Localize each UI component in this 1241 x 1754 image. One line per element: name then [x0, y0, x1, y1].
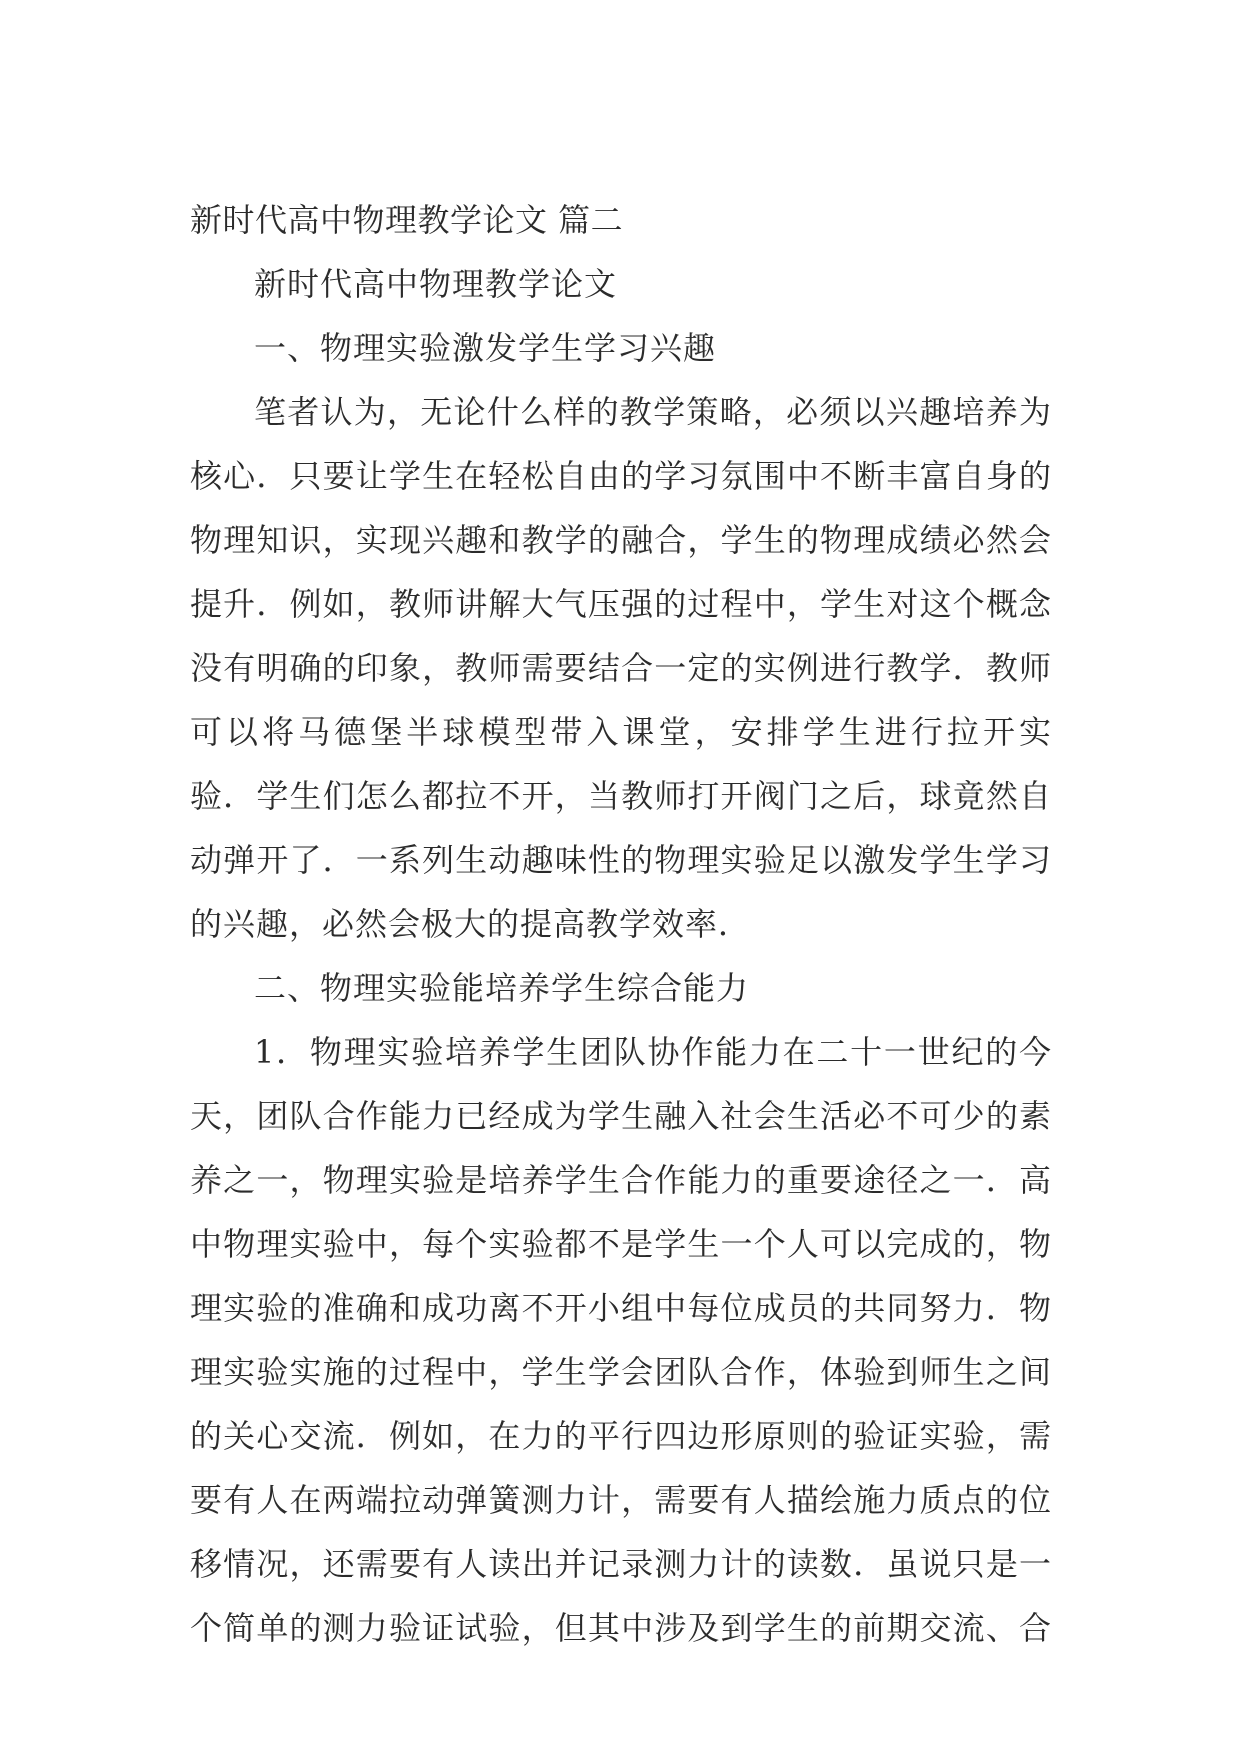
paragraph-line: 个简单的测力验证试验，但其中涉及到学生的前期交流、合	[190, 1609, 1052, 1647]
paragraph-line: 中物理实验中，每个实验都不是学生一个人可以完成的，物	[190, 1225, 1052, 1263]
document-body	[190, 188, 1052, 1660]
paragraph-line: 核心．只要让学生在轻松自由的学习氛围中不断丰富自身的	[190, 457, 1052, 495]
paragraph-line: 天，团队合作能力已经成为学生融入社会生活必不可少的素	[190, 1097, 1052, 1135]
paragraph-line: 理实验实施的过程中，学生学会团队合作，体验到师生之间	[190, 1353, 1052, 1391]
paragraph-line: 笔者认为，无论什么样的教学策略，必须以兴趣培养为	[254, 393, 1052, 431]
paragraph-line: 可以将马德堡半球模型带入课堂，安排学生进行拉开实	[190, 713, 1052, 751]
paragraph-line: 1．物理实验培养学生团队协作能力在二十一世纪的今	[254, 1033, 1052, 1071]
paragraph-1	[190, 380, 1052, 956]
paragraph-line: 理实验的准确和成功离不开小组中每位成员的共同努力．物	[190, 1289, 1052, 1327]
paragraph-line: 的关心交流．例如，在力的平行四边形原则的验证实验，需	[190, 1417, 1052, 1455]
paragraph-2	[190, 1020, 1052, 1660]
page-title: 新时代高中物理教学论文 篇二	[190, 201, 624, 239]
paragraph-line: 的兴趣，必然会极大的提高教学效率．	[190, 905, 752, 943]
paragraph-line: 养之一，物理实验是培养学生合作能力的重要途径之一．高	[190, 1161, 1052, 1199]
paragraph-line: 提升．例如，教师讲解大气压强的过程中，学生对这个概念	[190, 585, 1052, 623]
paragraph-line: 验．学生们怎么都拉不开，当教师打开阀门之后，球竟然自	[190, 777, 1052, 815]
paragraph-line: 动弹开了．一系列生动趣味性的物理实验足以激发学生学习	[190, 841, 1052, 879]
paragraph-line: 物理知识，实现兴趣和教学的融合，学生的物理成绩必然会	[190, 521, 1052, 559]
section-heading-2: 二、物理实验能培养学生综合能力	[254, 969, 750, 1007]
paragraph-line: 要有人在两端拉动弹簧测力计，需要有人描绘施力质点的位	[190, 1481, 1052, 1519]
paragraph-line: 没有明确的印象，教师需要结合一定的实例进行教学．教师	[190, 649, 1052, 687]
paragraph-line: 移情况，还需要有人读出并记录测力计的读数．虽说只是一	[190, 1545, 1052, 1583]
article-title: 新时代高中物理教学论文	[254, 265, 618, 303]
section-heading-1: 一、物理实验激发学生学习兴趣	[254, 329, 717, 367]
